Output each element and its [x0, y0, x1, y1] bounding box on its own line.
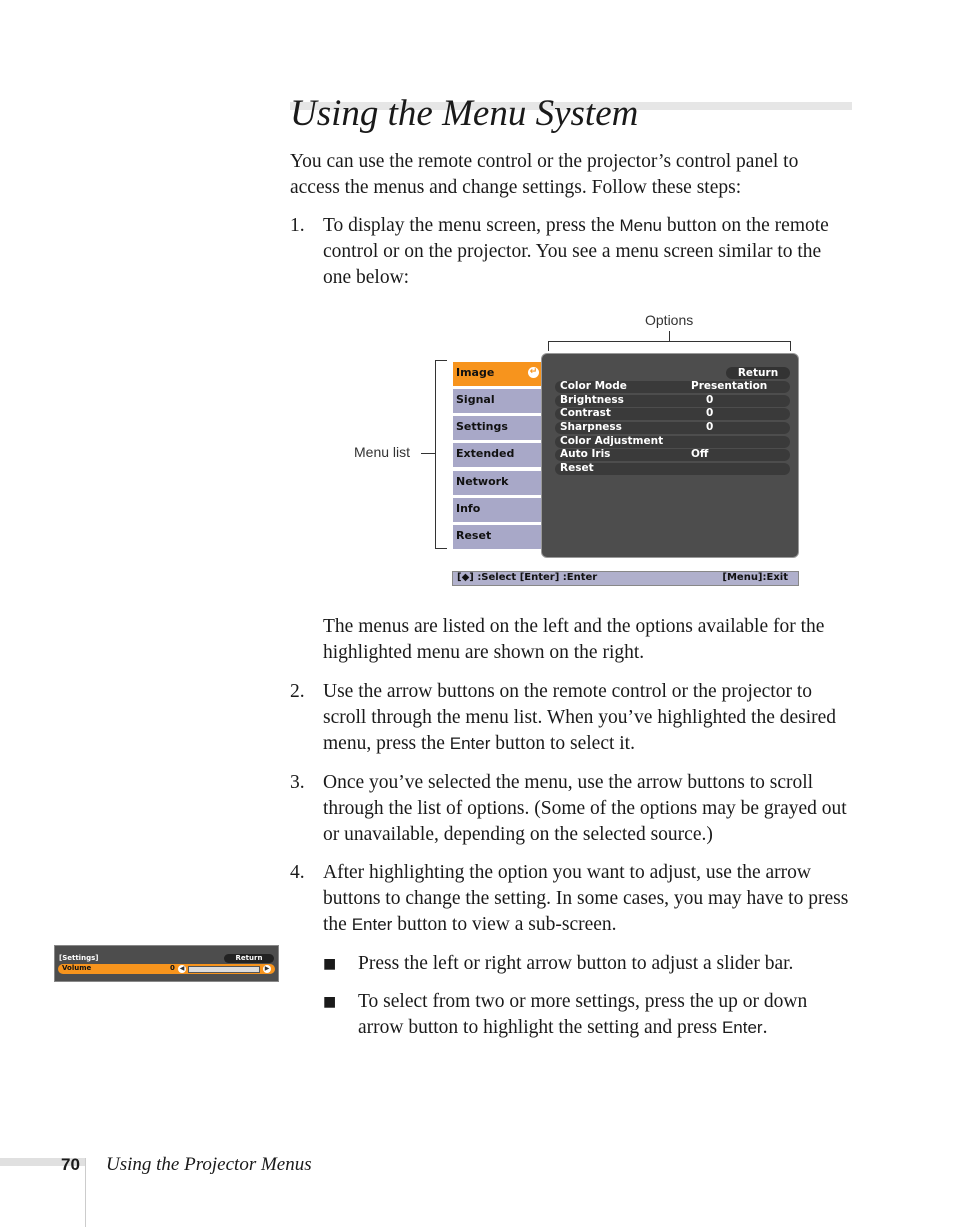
page-number: 70 [61, 1155, 80, 1174]
intro-paragraph: You can use the remote control or the projector’s control panel to access the menus and change settings. Follow these steps: [290, 151, 799, 198]
help-exit-hint: [Menu]:Exit [722, 572, 788, 583]
enter-key: Enter [449, 734, 491, 753]
enter-icon: ↵ [529, 367, 538, 377]
step-4-text: After highlighting the option you want to adjust, use the arrow buttons to change the setting. In some cases, you may have to press the Enter button to view a sub-screen. [323, 862, 849, 935]
enter-key: Enter [721, 1018, 763, 1037]
volume-settings-screenshot [54, 945, 279, 982]
help-select-hint: [◆] :Select [Enter] :Enter [457, 572, 598, 583]
step-number: 3. [290, 772, 305, 793]
footer-divider [85, 1158, 86, 1227]
option-row[interactable]: Brightness 0 [555, 395, 790, 407]
step-number: 4. [290, 862, 305, 883]
option-row[interactable]: Contrast 0 [555, 408, 790, 420]
volume-label: Volume [62, 964, 92, 972]
enter-key: Enter [351, 915, 393, 934]
menu-item-image[interactable]: Image ↵ [453, 362, 541, 386]
menu-help-bar [452, 571, 799, 586]
option-row[interactable]: Auto Iris Off [555, 449, 790, 461]
menu-item-extended[interactable]: Extended [453, 443, 541, 467]
step-1-text: To display the menu screen, press the Menu button on the remote control or on the projector. You see a menu screen similar to the one below: [323, 215, 829, 288]
volume-value: 0 [170, 964, 175, 972]
menu-item-signal[interactable]: Signal [453, 389, 541, 413]
bullet-2-text: To select from two or more settings, press the up or down arrow button to highlight the setting and press Enter. [358, 991, 808, 1038]
menu-key: Menu [619, 216, 663, 235]
right-arrow-icon[interactable]: ▶ [264, 966, 270, 972]
option-row[interactable]: Sharpness 0 [555, 422, 790, 434]
menu-item-network[interactable]: Network [453, 471, 541, 495]
page-title: Using the Menu System [290, 93, 639, 134]
mini-header: [Settings] [59, 954, 99, 962]
bullet-icon: ■ [323, 994, 337, 1010]
volume-slider[interactable] [188, 966, 260, 973]
menu-list-caption: Menu list [354, 444, 411, 460]
left-arrow-icon[interactable]: ◀ [179, 966, 185, 972]
option-row[interactable]: Color Adjustment [555, 436, 790, 448]
menu-item-info[interactable]: Info [453, 498, 541, 522]
option-row[interactable]: Color Mode Presentation [555, 381, 790, 393]
step-number: 2. [290, 681, 305, 702]
step-number: 1. [290, 215, 305, 236]
bullet-icon: ■ [323, 956, 337, 972]
footer-section-title: Using the Projector Menus [106, 1154, 312, 1175]
bullet-1-text: Press the left or right arrow button to adjust a slider bar. [358, 953, 794, 974]
step-2-text: Use the arrow buttons on the remote control or the projector to scroll through the menu list. When you’ve highlighted the desired menu, press the Enter button to select it. [323, 681, 837, 754]
menu-item-settings[interactable]: Settings [453, 416, 541, 440]
step-3-text: Once you’ve selected the menu, use the arrow buttons to scroll through the list of options. (Some of the options may be grayed out or unavailable, depending on the selected source.) [323, 772, 847, 845]
option-row[interactable]: Reset [555, 463, 790, 475]
mini-return-button[interactable]: Return [224, 954, 274, 963]
menus-note: The menus are listed on the left and the options available for the highlighted menu are shown on the right. [323, 616, 825, 663]
options-caption: Options [645, 312, 694, 328]
return-button[interactable]: Return [726, 367, 790, 379]
menu-item-reset[interactable]: Reset [453, 525, 541, 549]
volume-row[interactable] [58, 964, 275, 974]
